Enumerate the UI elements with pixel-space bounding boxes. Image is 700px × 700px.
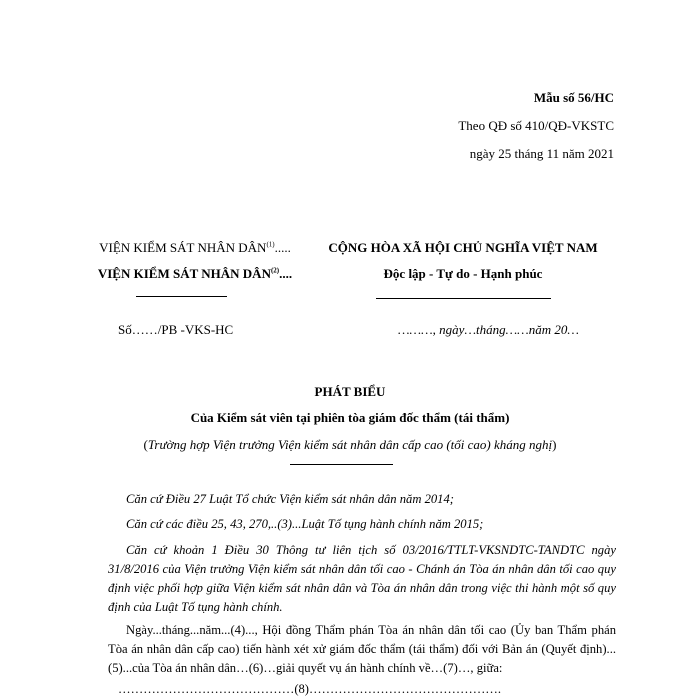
case-note <box>0 437 700 453</box>
national-motto: Độc lập - Tự do - Hạnh phúc <box>383 266 543 281</box>
hearing-paragraph: Ngày...tháng...năm...(4)..., Hội đồng Thẩm phán Tòa án nhân dân tối cao (Ủy ban Thẩm phán Tòa án nhân dân cấp cao) tiến hành xét xử giám đốc thẩm (tái thẩm) đối với Bản án (Quyết định)...(5)...của Tòa án nhân dân…(6)…giải quyết vụ án hành chính về…(7)…, giữa: <box>108 623 616 675</box>
case-note-text: Trường hợp Viện trưởng Viện kiểm sát nhân dân cấp cao (tối cao) kháng nghị <box>147 437 553 452</box>
title-underline <box>290 464 393 465</box>
footnote-1: (1) <box>266 240 275 249</box>
agency-line-1-text: VIỆN KIỂM SÁT NHÂN DÂN <box>99 240 267 255</box>
agency-line-2-text: VIỆN KIỂM SÁT NHÂN DÂN <box>97 266 271 281</box>
document-title: PHÁT BIỂU <box>314 384 386 399</box>
agency-underline <box>136 296 227 297</box>
national-title: CỘNG HÒA XÃ HỘI CHỦ NGHĨA VIỆT NAM <box>328 240 598 255</box>
document-number: Số……/PB -VKS-HC <box>118 322 234 337</box>
agency-line-1-suffix: ..... <box>274 240 291 255</box>
legal-basis-2: Căn cứ các điều 25, 43, 270,..(3)...Luật Tố tụng hành chính năm 2015; <box>126 517 484 531</box>
legal-basis-1: Căn cứ Điều 27 Luật Tổ chức Viện kiểm sát nhân dân năm 2014; <box>126 492 454 506</box>
parties-dotted-line: ……………………………………(8)………………………………………. <box>118 682 502 696</box>
form-decision-date: ngày 25 tháng 11 năm 2021 <box>469 146 614 161</box>
case-note-open: ( <box>143 437 148 452</box>
motto-underline <box>376 298 551 299</box>
footnote-2: (2) <box>270 266 280 275</box>
form-decision-ref: Theo QĐ số 410/QĐ-VKSTC <box>458 118 614 133</box>
case-note-close: ) <box>552 437 557 452</box>
agency-line-2-suffix: .... <box>279 266 293 281</box>
document-subtitle: Của Kiểm sát viên tại phiên tòa giám đốc thẩm (tái thẩm) <box>190 410 510 425</box>
form-number: Mẫu số 56/HC <box>533 90 614 105</box>
place-date-line: ………, ngày…tháng……năm 20… <box>398 322 579 337</box>
legal-basis-3: Căn cứ khoản 1 Điều 30 Thông tư liên tịch số 03/2016/TTLT-VKSNDTC-TANDTC ngày 31/8/2016 của Viện trưởng Viện kiểm sát nhân dân tối cao - Chánh án Tòa án nhân dân tối cao quy định việc phối hợp giữa Viện kiểm sát nhân dân và Tòa án nhân dân trong việc thi hành một số quy định của Luật Tố tụng hành chính. <box>108 543 616 614</box>
